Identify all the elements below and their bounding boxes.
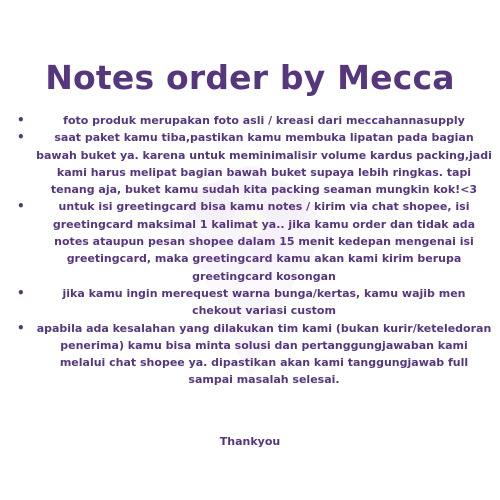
note-text: jika kamu ingin merequest warna bunga/kertas, kamu wajib men chekout variasi custom — [62, 286, 466, 318]
note-text: untuk isi greetingcard bisa kamu notes / kirim via chat shopee, isi greetingcard maksimal 1 kalimat ya.. jika kamu order dan tidak ada notes ataupun pesan shopee dalam 15 menit kedepan mengenai isi greetingcard, maka greetingcard kamu akan kami kirim berupa greetingcard kosongan — [52, 200, 476, 283]
thankyou-text: Thankyou — [219, 435, 281, 448]
bullet-icon: • — [17, 199, 25, 214]
list-item — [14, 285, 492, 320]
page-title: Notes order by Mecca — [45, 58, 455, 97]
list-item — [14, 320, 492, 389]
notes-list — [14, 112, 492, 389]
bullet-icon: • — [17, 113, 25, 127]
bullet-icon: • — [17, 285, 25, 300]
bullet-icon: • — [17, 130, 25, 145]
note-text: apabila ada kesalahan yang dilakukan tim kami (bukan kurir/keteledoran penerima) kamu bisa minta solusi dan pertanggungjawaban kami melalui chat shopee ya. dipastikan akan kami tanggungjawab full sampai masalah selesai. — [36, 321, 492, 387]
list-item — [14, 198, 492, 284]
note-text: foto produk merupakan foto asli / kreasi dari meccahannasupply — [63, 114, 465, 127]
note-text: saat paket kamu tiba,pastikan kamu membuka lipatan pada bagian bawah buket ya. karena untuk meminimalisir volume kardus packing,jadi kami harus melipat bagian bawah buket supaya lebih ringkas. tapi tenang aja, buket kamu sudah kita packing seaman mungkin kok!<3 — [36, 131, 492, 197]
list-item — [14, 129, 492, 198]
bullet-icon: • — [17, 320, 25, 335]
list-item — [14, 112, 492, 129]
